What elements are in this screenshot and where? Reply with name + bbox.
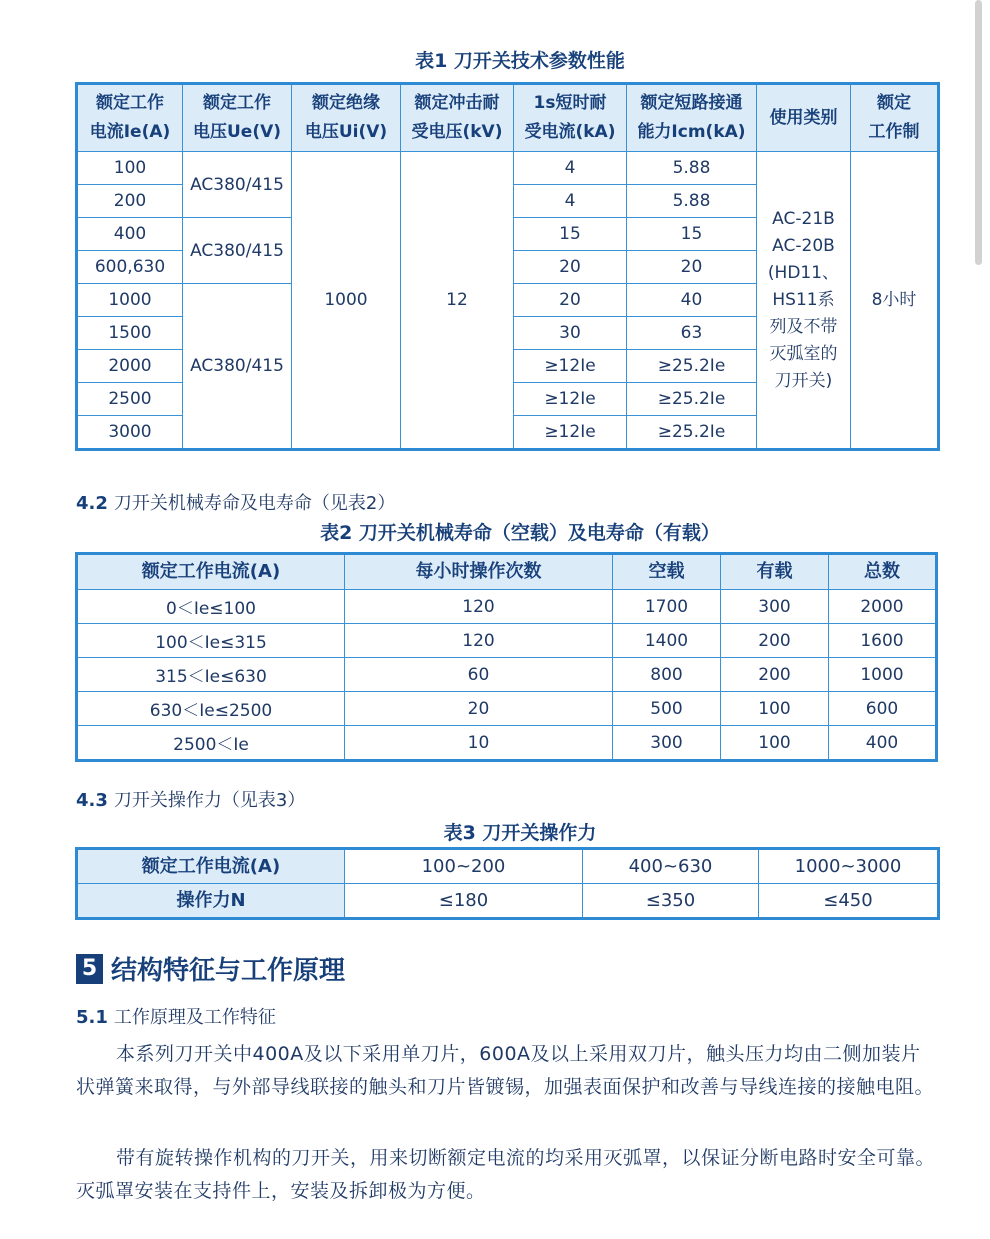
t2-cell: 2500＜Ie <box>77 726 345 761</box>
t1-impulse: 12 <box>401 152 514 450</box>
t2-cell: 1400 <box>613 624 721 658</box>
t2-header-total: 总数 <box>829 554 937 590</box>
t1-voltage: AC380/415 <box>183 218 292 284</box>
section-4-3-heading: 4.3 刀开关操作力（见表3） <box>76 790 306 811</box>
t1-header-insulation: 额定绝缘 电压Ui(V) <box>292 84 401 152</box>
section-5-title <box>76 950 345 987</box>
t2-cell: 400 <box>829 726 937 761</box>
t1-short-time: ≥12Ie <box>514 416 627 450</box>
t1-current: 600,630 <box>77 251 183 284</box>
t3-cell: 1000~3000 <box>759 849 939 884</box>
t1-short-time: 20 <box>514 284 627 317</box>
t3-cell: ≤350 <box>583 884 759 919</box>
t1-insulation: 1000 <box>292 152 401 450</box>
t1-short-time: 20 <box>514 251 627 284</box>
t2-cell: 500 <box>613 692 721 726</box>
t2-cell: 300 <box>721 590 829 624</box>
t1-making: 40 <box>627 284 757 317</box>
t3-cell: ≤450 <box>759 884 939 919</box>
t1-category: AC-21B AC-20B (HD11、 HS11系 列及不带 灭弧室的 刀开关) <box>757 152 851 450</box>
t1-header-impulse: 额定冲击耐 受电压(kV) <box>401 84 514 152</box>
t2-cell: 2000 <box>829 590 937 624</box>
t2-cell: 120 <box>345 590 613 624</box>
t1-header-voltage: 额定工作 电压Ue(V) <box>183 84 292 152</box>
t2-cell: 100＜Ie≤315 <box>77 624 345 658</box>
t1-current: 1000 <box>77 284 183 317</box>
t1-making: 15 <box>627 218 757 251</box>
t1-voltage: AC380/415 <box>183 284 292 450</box>
table-row <box>77 884 939 919</box>
t1-current: 400 <box>77 218 183 251</box>
t1-current: 3000 <box>77 416 183 450</box>
t3-header-current: 额定工作电流(A) <box>77 849 345 884</box>
section-5-1-heading: 5.1 工作原理及工作特征 <box>76 1007 276 1028</box>
table1-caption: 表1 刀开关技术参数性能 <box>415 50 625 72</box>
t2-cell: 315＜Ie≤630 <box>77 658 345 692</box>
t1-short-time: ≥12Ie <box>514 383 627 416</box>
t1-making: ≥25.2Ie <box>627 350 757 383</box>
paragraph: 带有旋转操作机构的刀开关，用来切断额定电流的均采用灭弧罩，以保证分断电路时安全可靠。灭弧罩安装在支持件上，安装及拆卸极为方便。 <box>76 1147 936 1202</box>
table-row <box>77 726 937 761</box>
t2-header-current: 额定工作电流(A) <box>77 554 345 590</box>
t1-header-short-time: 1s短时耐 受电流(kA) <box>514 84 627 152</box>
t2-cell: 1000 <box>829 658 937 692</box>
t1-making: 20 <box>627 251 757 284</box>
table3-operating-force <box>75 847 940 920</box>
t1-header-current: 额定工作 电流Ie(A) <box>77 84 183 152</box>
t1-current: 2500 <box>77 383 183 416</box>
t2-cell: 60 <box>345 658 613 692</box>
t2-header-load: 有载 <box>721 554 829 590</box>
t1-short-time: 30 <box>514 317 627 350</box>
t1-short-time: ≥12Ie <box>514 350 627 383</box>
t1-voltage: AC380/415 <box>183 152 292 218</box>
t3-header-force: 操作力N <box>77 884 345 919</box>
table2-caption: 表2 刀开关机械寿命（空载）及电寿命（有载） <box>320 522 720 544</box>
table-row <box>77 590 937 624</box>
table-row <box>77 658 937 692</box>
t1-current: 1500 <box>77 317 183 350</box>
t2-cell: 800 <box>613 658 721 692</box>
section-4-2-heading: 4.2 刀开关机械寿命及电寿命（见表2） <box>76 493 396 514</box>
t1-header-making: 额定短路接通 能力Icm(kA) <box>627 84 757 152</box>
t1-making: 63 <box>627 317 757 350</box>
t2-cell: 100 <box>721 692 829 726</box>
table3-caption: 表3 刀开关操作力 <box>443 822 597 844</box>
vertical-scrollbar[interactable] <box>975 0 982 265</box>
t2-cell: 100 <box>721 726 829 761</box>
t1-duty: 8小时 <box>851 152 939 450</box>
table-row <box>77 849 939 884</box>
t2-cell: 10 <box>345 726 613 761</box>
t2-cell: 120 <box>345 624 613 658</box>
table1-header-row <box>77 84 939 152</box>
t1-making: 5.88 <box>627 185 757 218</box>
t1-short-time: 4 <box>514 152 627 185</box>
t2-cell: 20 <box>345 692 613 726</box>
table1-tech-params <box>75 82 940 451</box>
t2-header-no-load: 空载 <box>613 554 721 590</box>
t1-header-category: 使用类别 <box>757 84 851 152</box>
t3-cell: ≤180 <box>345 884 583 919</box>
t3-cell: 100~200 <box>345 849 583 884</box>
paragraph: 本系列刀开关中400A及以下采用单刀片，600A及以上采用双刀片，触头压力均由二侧加装片状弹簧来取得，与外部导线联接的触头和刀片皆镀锡，加强表面保护和改善与导线连接的接触电阻。 <box>76 1043 935 1098</box>
table-row <box>77 624 937 658</box>
t2-cell: 1700 <box>613 590 721 624</box>
t1-making: ≥25.2Ie <box>627 383 757 416</box>
t2-cell: 1600 <box>829 624 937 658</box>
table-row <box>77 152 939 185</box>
t1-header-duty: 额定 工作制 <box>851 84 939 152</box>
table2-life <box>75 552 938 762</box>
section-number-badge: 5 <box>76 954 103 984</box>
section-5-title-text: 结构特征与工作原理 <box>111 956 346 986</box>
t2-cell: 200 <box>721 624 829 658</box>
table-row <box>77 692 937 726</box>
t2-cell: 300 <box>613 726 721 761</box>
t2-header-ops: 每小时操作次数 <box>345 554 613 590</box>
t2-cell: 630＜Ie≤2500 <box>77 692 345 726</box>
t2-cell: 600 <box>829 692 937 726</box>
t1-short-time: 15 <box>514 218 627 251</box>
t3-cell: 400~630 <box>583 849 759 884</box>
table2-header-row <box>77 554 937 590</box>
t1-making: 5.88 <box>627 152 757 185</box>
t1-current: 200 <box>77 185 183 218</box>
t1-current: 2000 <box>77 350 183 383</box>
t1-short-time: 4 <box>514 185 627 218</box>
t2-cell: 200 <box>721 658 829 692</box>
t1-making: ≥25.2Ie <box>627 416 757 450</box>
t1-current: 100 <box>77 152 183 185</box>
t2-cell: 0＜Ie≤100 <box>77 590 345 624</box>
